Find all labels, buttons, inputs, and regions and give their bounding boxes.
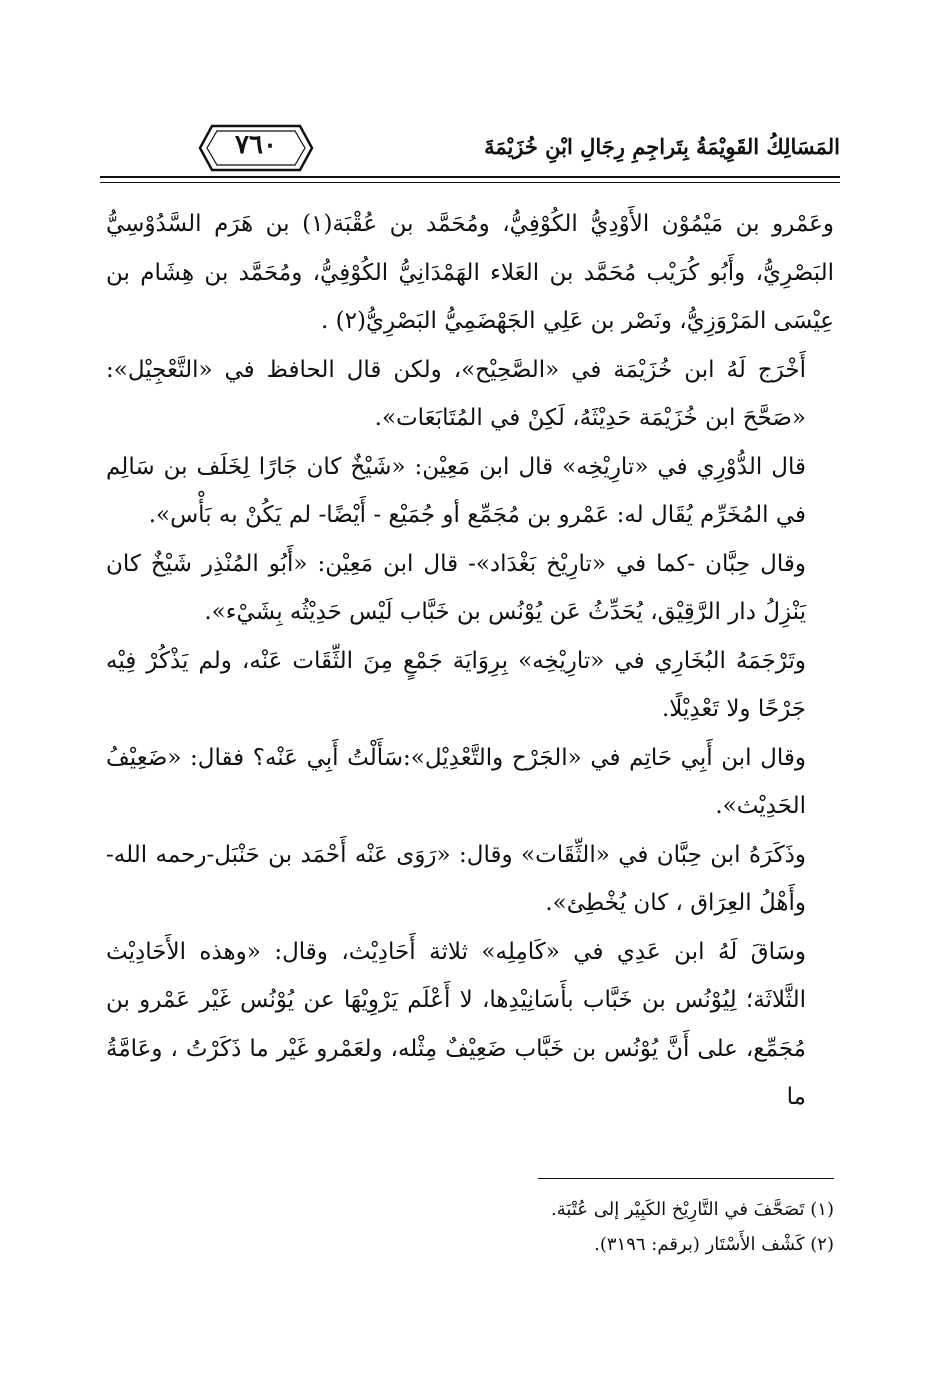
paragraph: وقال حِبَّان -كما في «تارِيْخ بَغْدَاد»- قال ابن مَعِيْن: «أَبُو المُنْذِر شَيْخٌ كان يَنْزِلُ دار الرَّقِيْق، يُحَدِّثُ عَن يُوْنُس بن خَبَّاب لَيْس حَدِيْثُه بِشَيْء». <box>106 550 806 625</box>
header-rule <box>100 176 840 178</box>
footnote-separator <box>538 1178 834 1179</box>
footnote: (١) تَصَحَّفَ في التَّارِيْخ الكَبِيْر إلى عُتْبَة. <box>551 1199 834 1220</box>
header-rule-thin <box>100 182 840 183</box>
footnote: (٢) كَشْف الأَسْتَار (برقم: ٣١٩٦). <box>594 1234 834 1255</box>
running-title: المَسَالِكُ القَوِيْمَةُ بِتَراجِمِ رِجَالِ ابْنِ خُزَيْمَةَ <box>484 134 840 159</box>
page-header <box>100 120 840 190</box>
page-number: ٧٦٠ <box>235 130 277 160</box>
paragraph: وعَمْرو بن مَيْمُوْن الأَوْدِيُّ الكُوْفِيُّ، ومُحَمَّد بن عُقْبَة(١) بن هَرَم السَّدُوْسِيُّ البَصْرِيُّ، وأَبُو كُرَيْب مُحَمَّد بن العَلاء الهَمْدَانِيُّ الكُوْفِيُّ، ومُحَمَّد بن هِشَام بن عِيْسَى المَرْوَزِيُّ، ونَصْر بن عَلِي الجَهْضَمِيُّ البَصْرِيُّ(٢) . <box>106 211 834 334</box>
footnotes <box>106 1192 834 1262</box>
paragraph: وقال ابن أَبِي حَاتِم في «الجَرْح والتَّعْدِيْل»:سَأَلْتُ أَبِي عَنْه؟ فقال: «ضَعِيْفُ الحَدِيْث». <box>106 744 806 819</box>
paragraph: وتَرْجَمَهُ البُخَارِي في «تارِيْخِه» بِرِوَايَة جَمْعٍ مِنَ الثِّقَات عَنْه، ولم يَذْكُرْ فِيْه جَرْحًا ولا تَعْدِيْلًا. <box>106 647 806 722</box>
paragraph: أَخْرَج لَهُ ابن خُزَيْمَة في «الصَّحِيْح»، ولكن قال الحافظ في «التَّعْجِيْل»: «صَحَّحَ ابن خُزَيْمَة حَدِيْثَهُ، لَكِنْ في المُتَابَعَات». <box>106 356 806 431</box>
paragraph: وسَاقَ لَهُ ابن عَدِي في «كَامِلِه» ثلاثة أَحَادِيْث، وقال: «وهذه الأَحَادِيْث الثَّلاثَة؛ لِيُوْنُس بن خَبَّاب بأَسَانِيْدِها، لا أَعْلَم يَرْوِيْهَا عن يُوْنُس غَيْر عَمْرو بن مُجَمِّع، على أَنَّ يُوْنُس بن خَبَّاب ضَعِيْفٌ مِثْله، ولعَمْرو غَيْر ما ذَكَرْتُ ، وعَامَّةُ ما <box>106 938 806 1110</box>
paragraph: وذَكَرَهُ ابن حِبَّان في «الثِّقَات» وقال: «رَوَى عَنْه أَحْمَد بن حَنْبَل-رحمه الله- وأَهْلُ العِرَاق ، كان يُخْطِئ». <box>106 841 806 916</box>
page-number-badge <box>198 120 314 176</box>
paragraph: قال الدُّوْرِي في «تارِيْخِه» قال ابن مَعِيْن: «شَيْخٌ كان جَارًا لِخَلَف بن سَالِم في المُخَرِّم يُقَال له: عَمْرو بن مُجَمِّع أو جُمَيْع - أَيْضًا- لم يَكُنْ به بَأْس». <box>106 453 806 528</box>
main-text <box>106 200 834 1122</box>
